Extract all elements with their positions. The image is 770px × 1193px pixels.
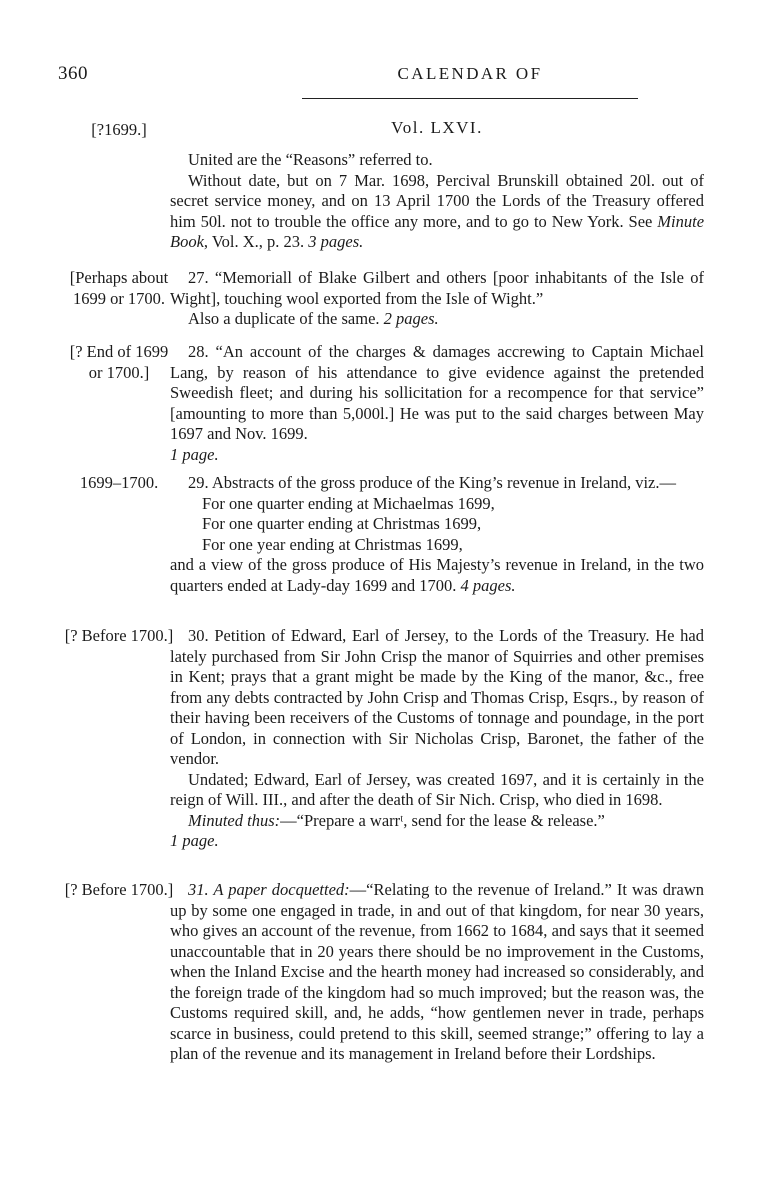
entry-body [170,626,704,852]
volume-heading: Vol. LXVI. [391,118,483,137]
entry-pages: 1 page. [170,444,219,464]
page-number: 360 [58,63,88,84]
entry-date: [? Before 1700.] [64,626,174,645]
entry-text-part: Also a duplicate of the same. [188,309,380,328]
entry-minute [170,811,704,832]
entry-text: 27. “Memoriall of Blake Gilbert and others [poor inhabitants of the Isle of Wight], touching wool exported from the Isle of Wight.” [170,268,704,308]
entry-text: 28. “An account of the charges & damages accrewing to Captain Michael Lang, by reason of his attendance to give evidence against the pretended Sweedish fleet; and during his sollicitation for a recompence for that service” [amounting to more than 5,000l.] He was put to the said charges between May 1697 and Nov. 1699. [170,342,704,443]
entry-date: [? Before 1700.] [64,880,174,899]
minute-text: —“Prepare a warrᵗ, send for the lease & release.” [280,810,605,830]
list-item: For one year ending at Christmas 1699, [202,534,463,554]
entry-date: [? End of 1699 or 1700.] [69,342,169,382]
entry-text-part: Without date, but on 7 Mar. 1698, Percival Brunskill obtained 20l. out of secret service money, and on 13 April 1700 the Lords of the Treasury offered him 50l. not to trouble the office any more, and to go to New York. [170,170,704,231]
entry-pages-line [170,445,704,466]
entry-date: [Perhaps about 1699 or 1700. [69,268,169,308]
running-title: CALENDAR OF [397,64,543,83]
entry-text-part: , Vol. X., p. 23. [203,232,305,251]
entry-text: United are the “Reasons” referred to. [188,150,433,169]
entry-citation: Minute Book [170,211,705,251]
entry-pages: 1 page. [170,831,219,850]
entry-text [170,171,704,253]
entry-text-part: and a view of the gross produce of His Majesty’s revenue in Ireland, in the two quarters ended at Lady-day 1699 and 1700. [170,555,704,595]
entry-text [170,309,704,330]
entry-pages: 4 pages. [460,575,516,595]
entry-text: 30. Petition of Edward, Earl of Jersey, to the Lords of the Treasury. He had lately purchased from Sir John Crisp the manor of Squirries and other premises in Kent; prays that a grant might be made by the King of the manor, &c., free from any debts contracted by John Crisp and Thomas Crisp, Esqrs., by reason of their having been receivers of the Customs of tonnage and poundage, in the port of London, in connection with Sir Nicholas Crisp, Baronet, the father of the vendor. [170,626,704,768]
entry-body [170,268,704,330]
entry-text-part: See [628,211,653,231]
list-item: For one quarter ending at Michaelmas 1699, [202,493,495,513]
entry-pages: 3 pages. [308,232,364,251]
entry-text: Undated; Edward, Earl of Jersey, was created 1697, and it is certainly in the reign of Will. III., and after the death of Sir Nich. Crisp, who died in 1698. [170,769,704,809]
header-rule [302,98,638,99]
entry-body [170,150,704,253]
entry-text [170,880,704,1065]
entry-text-part: —“Relating to the revenue of Ireland.” It was drawn up by some one engaged in trade, in and out of that kingdom, for near 30 years, who gives an account of the revenue, from 1662 to 1684, and says that it seemed unaccountable that in 20 years there should be no improvement in the Customs, when the Inland Excise and the hearth money had increased so considerably, and the foreign trade of the kingdom had so much improved; but the reason was, the Customs required skill, and, he adds, “how gentlemen never in trade, perhaps scarce in business, could pretend to this skill, seemed strange;” offering to lay a plan of the revenue and its management in Ireland before their Lordships. [170,880,704,1063]
entry-pages: 2 pages. [383,309,439,328]
entry-label: 31. A paper docquetted: [188,880,350,899]
list-item: For one quarter ending at Christmas 1699, [202,514,482,533]
entry-text [170,555,704,596]
entry-pages-line [170,831,704,852]
entry-body [170,473,704,596]
entry-text: 29. Abstracts of the gross produce of the King’s revenue in Ireland, viz.— [188,473,676,492]
entry-date: [?1699.] [91,120,147,139]
entry-date: 1699–1700. [79,473,159,492]
entry-body [170,880,704,1065]
minute-label: Minuted thus: [188,810,281,830]
entry-body [170,342,704,465]
